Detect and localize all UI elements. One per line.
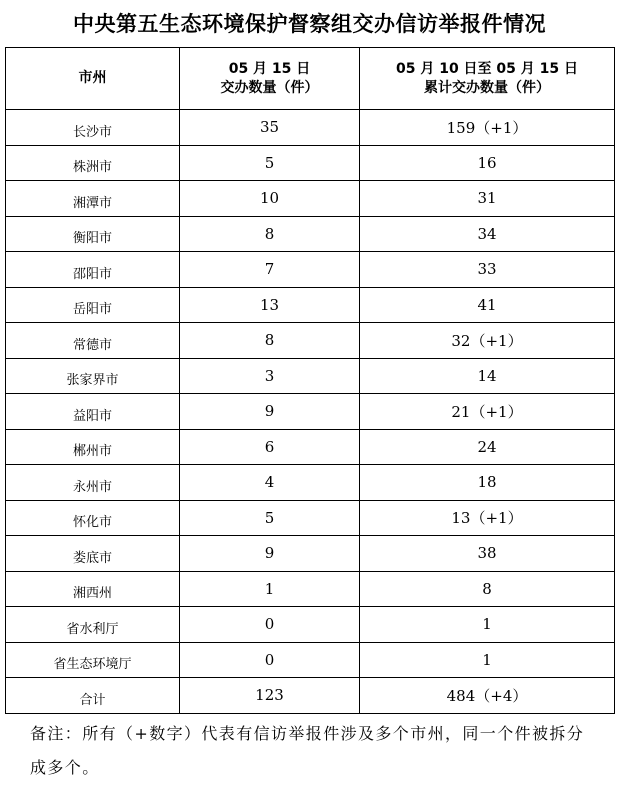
cell-city (6, 110, 180, 146)
table-row (6, 181, 615, 217)
cell-today: 5 (180, 500, 360, 536)
cell-cumulative: 13（+1） (360, 500, 615, 536)
cell-today: 10 (180, 181, 360, 217)
cell-city (6, 287, 180, 323)
table-row (6, 642, 615, 678)
cell-cumulative: 16 (360, 145, 615, 181)
cell-cumulative: 31 (360, 181, 615, 217)
city-name: 益阳市 (72, 408, 112, 424)
cell-today: 7 (180, 252, 360, 288)
city-name: 长沙市 (72, 124, 112, 140)
cell-cumulative: 33 (360, 252, 615, 288)
table-row (6, 678, 615, 714)
cell-city (6, 252, 180, 288)
city-name: 岳阳市 (72, 302, 112, 318)
table-row (6, 429, 615, 465)
city-name: 娄底市 (72, 550, 112, 566)
cell-city (6, 429, 180, 465)
cell-today: 9 (180, 394, 360, 430)
cell-cumulative: 38 (360, 536, 615, 572)
city-name: 湘西州 (72, 586, 112, 602)
city-name: 常德市 (72, 337, 112, 353)
cell-city (6, 358, 180, 394)
cell-city (6, 323, 180, 359)
table-row (6, 571, 615, 607)
cell-city (6, 642, 180, 678)
city-name: 邵阳市 (72, 266, 112, 282)
cell-city (6, 500, 180, 536)
table-row (6, 323, 615, 359)
header-today-label: 交办数量（件） (220, 79, 319, 96)
cell-city (6, 678, 180, 714)
complaints-table (5, 47, 615, 714)
header-city (6, 48, 180, 110)
table-row (6, 145, 615, 181)
cell-today: 123 (180, 678, 360, 714)
cell-today: 3 (180, 358, 360, 394)
cell-today: 1 (180, 571, 360, 607)
city-name: 张家界市 (66, 373, 119, 389)
table-row (6, 500, 615, 536)
header-cumulative-dates: 05 月 10 日至 05 月 15 日 (395, 60, 579, 77)
table-row (6, 110, 615, 146)
cell-today: 9 (180, 536, 360, 572)
cell-today: 6 (180, 429, 360, 465)
table-row (6, 358, 615, 394)
cell-today: 35 (180, 110, 360, 146)
cell-cumulative: 1 (360, 607, 615, 643)
header-today-date: 05 月 15 日 (228, 60, 311, 77)
cell-cumulative: 14 (360, 358, 615, 394)
table-row (6, 394, 615, 430)
cell-city (6, 394, 180, 430)
cell-cumulative: 18 (360, 465, 615, 501)
cell-cumulative: 1 (360, 642, 615, 678)
header-cumulative-label: 累计交办数量（件） (424, 79, 550, 96)
cell-city (6, 145, 180, 181)
table-row (6, 536, 615, 572)
cell-today: 0 (180, 607, 360, 643)
cell-city (6, 216, 180, 252)
cell-today: 5 (180, 145, 360, 181)
cell-today: 8 (180, 323, 360, 359)
header-city-label: 市州 (78, 70, 107, 86)
table-row (6, 216, 615, 252)
cell-cumulative: 484（+4） (360, 678, 615, 714)
city-name: 省水利厅 (66, 621, 119, 637)
cell-today: 13 (180, 287, 360, 323)
header-cumulative (360, 48, 615, 110)
cell-today: 4 (180, 465, 360, 501)
cell-today: 8 (180, 216, 360, 252)
table-body (6, 110, 615, 714)
cell-cumulative: 159（+1） (360, 110, 615, 146)
cell-cumulative: 24 (360, 429, 615, 465)
cell-city (6, 607, 180, 643)
table-row (6, 287, 615, 323)
table-header-row (6, 48, 615, 110)
city-name: 湘潭市 (72, 195, 112, 211)
page-title: 中央第五生态环境保护督察组交办信访举报件情况 (73, 12, 546, 36)
city-name: 怀化市 (72, 515, 112, 531)
cell-today: 0 (180, 642, 360, 678)
cell-cumulative: 34 (360, 216, 615, 252)
table-row (6, 607, 615, 643)
cell-cumulative: 21（+1） (360, 394, 615, 430)
city-name: 省生态环境厅 (53, 657, 132, 673)
city-name: 永州市 (72, 479, 112, 495)
cell-cumulative: 8 (360, 571, 615, 607)
table-row (6, 252, 615, 288)
cell-cumulative: 41 (360, 287, 615, 323)
cell-city (6, 465, 180, 501)
city-name: 合计 (79, 692, 106, 708)
cell-city (6, 536, 180, 572)
city-name: 衡阳市 (72, 231, 112, 247)
table-row (6, 465, 615, 501)
cell-city (6, 571, 180, 607)
header-today (180, 48, 360, 110)
cell-city (6, 181, 180, 217)
cell-cumulative: 32（+1） (360, 323, 615, 359)
city-name: 株洲市 (72, 160, 112, 176)
city-name: 郴州市 (72, 444, 112, 460)
footnote: 备注：所有（+数字）代表有信访举报件涉及多个市州，同一个件被拆分成多个。 (30, 724, 585, 777)
